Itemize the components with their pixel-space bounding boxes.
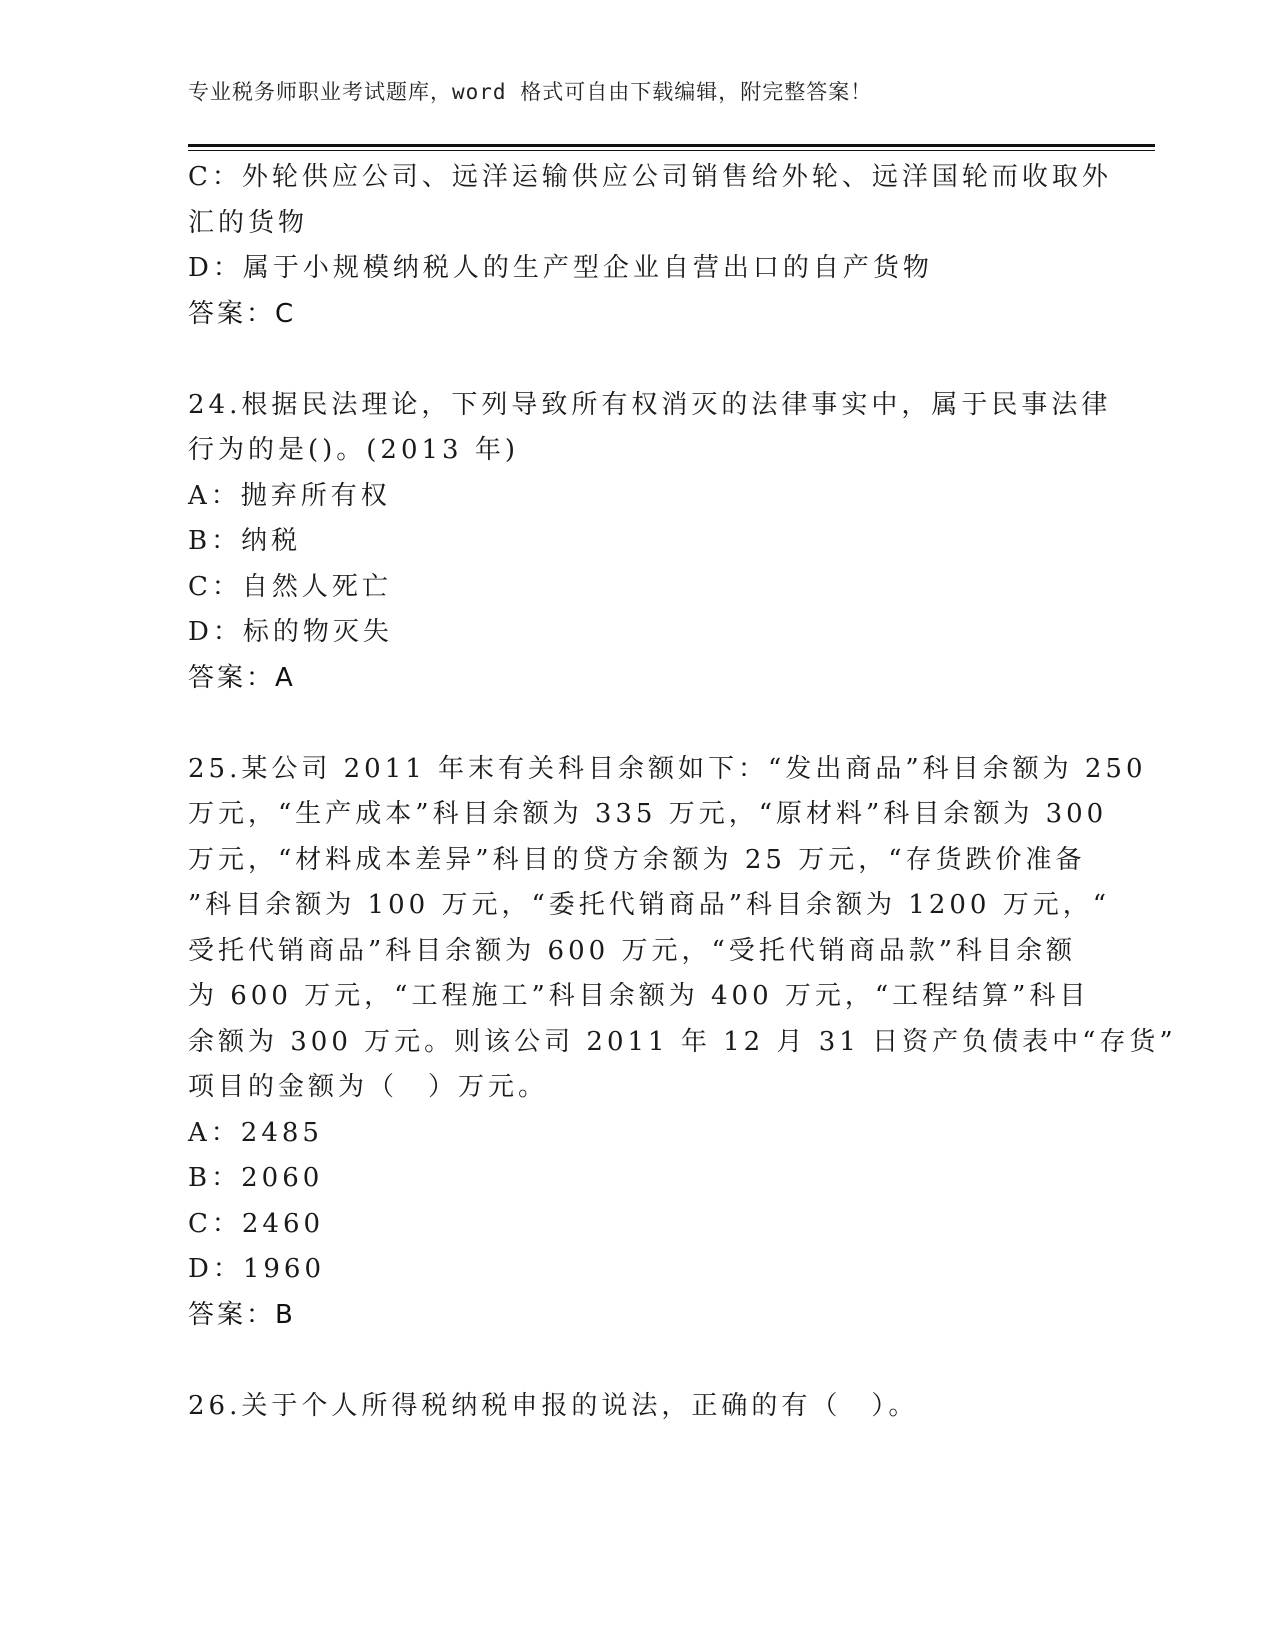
question-24 <box>188 383 1112 702</box>
option-b: B：2060 <box>188 1163 324 1193</box>
question-stem-line: 万元，“生产成本”科目余额为 335 万元，“原材料”科目余额为 300 <box>188 799 1108 829</box>
option-c-line-1: C：外轮供应公司、远洋运输供应公司销售给外轮、远洋国轮而收取外 <box>188 162 1112 192</box>
question-stem-line: 25.某公司 2011 年末有关科目余额如下：“发出商品”科目余额为 250 <box>188 753 1147 784</box>
question-stem-line: 项目的金额为（ ）万元。 <box>188 1072 549 1102</box>
header-rule-thin <box>188 150 1155 151</box>
option-a: A：2485 <box>188 1117 323 1148</box>
question-stem-line: 26.关于个人所得税纳税申报的说法，正确的有（ ）。 <box>188 1390 919 1421</box>
answer-label: 答案：A <box>188 662 296 693</box>
option-d: D：标的物灭失 <box>188 617 393 647</box>
header-rule-thick <box>188 144 1155 147</box>
document-body <box>188 155 1177 1429</box>
question-26 <box>188 1384 1088 1430</box>
question-stem-line: 行为的是()。(2013 年) <box>188 435 520 465</box>
question-prev <box>188 155 1112 337</box>
option-d: D：1960 <box>188 1254 326 1284</box>
spacer <box>188 1338 1088 1384</box>
question-stem-line: 余额为 300 万元。则该公司 2011 年 12 月 31 日资产负债表中“存货” <box>188 1026 1177 1057</box>
option-d: D：属于小规模纳税人的生产型企业自营出口的自产货物 <box>188 253 933 283</box>
option-c: C：2460 <box>188 1208 325 1239</box>
spacer <box>188 701 1088 747</box>
question-stem-line: 万元，“材料成本差异”科目的贷方余额为 25 万元，“存货跌价准备 <box>188 844 1086 875</box>
option-a: A：抛弃所有权 <box>188 480 391 511</box>
option-c-line-2: 汇的货物 <box>188 207 309 238</box>
question-stem-line: 为 600 万元，“工程施工”科目余额为 400 万元，“工程结算”科目 <box>188 981 1090 1011</box>
option-c: C：自然人死亡 <box>188 571 392 602</box>
page-header: 专业税务师职业考试题库，word 格式可自由下载编辑，附完整答案！ <box>188 80 873 104</box>
question-stem-line: 受托代销商品”科目余额为 600 万元，“受托代销商品款”科目余额 <box>188 935 1077 966</box>
question-25 <box>188 747 1177 1339</box>
spacer <box>188 337 1088 383</box>
question-stem-line: ”科目余额为 100 万元，“委托代销商品”科目余额为 1200 万元，“ <box>188 890 1111 920</box>
question-stem-line: 24.根据民法理论，下列导致所有权消灭的法律事实中，属于民事法律 <box>188 389 1112 420</box>
option-b: B：纳税 <box>188 526 302 556</box>
answer-label: 答案：B <box>188 1299 296 1330</box>
answer-label: 答案：C <box>188 298 297 329</box>
